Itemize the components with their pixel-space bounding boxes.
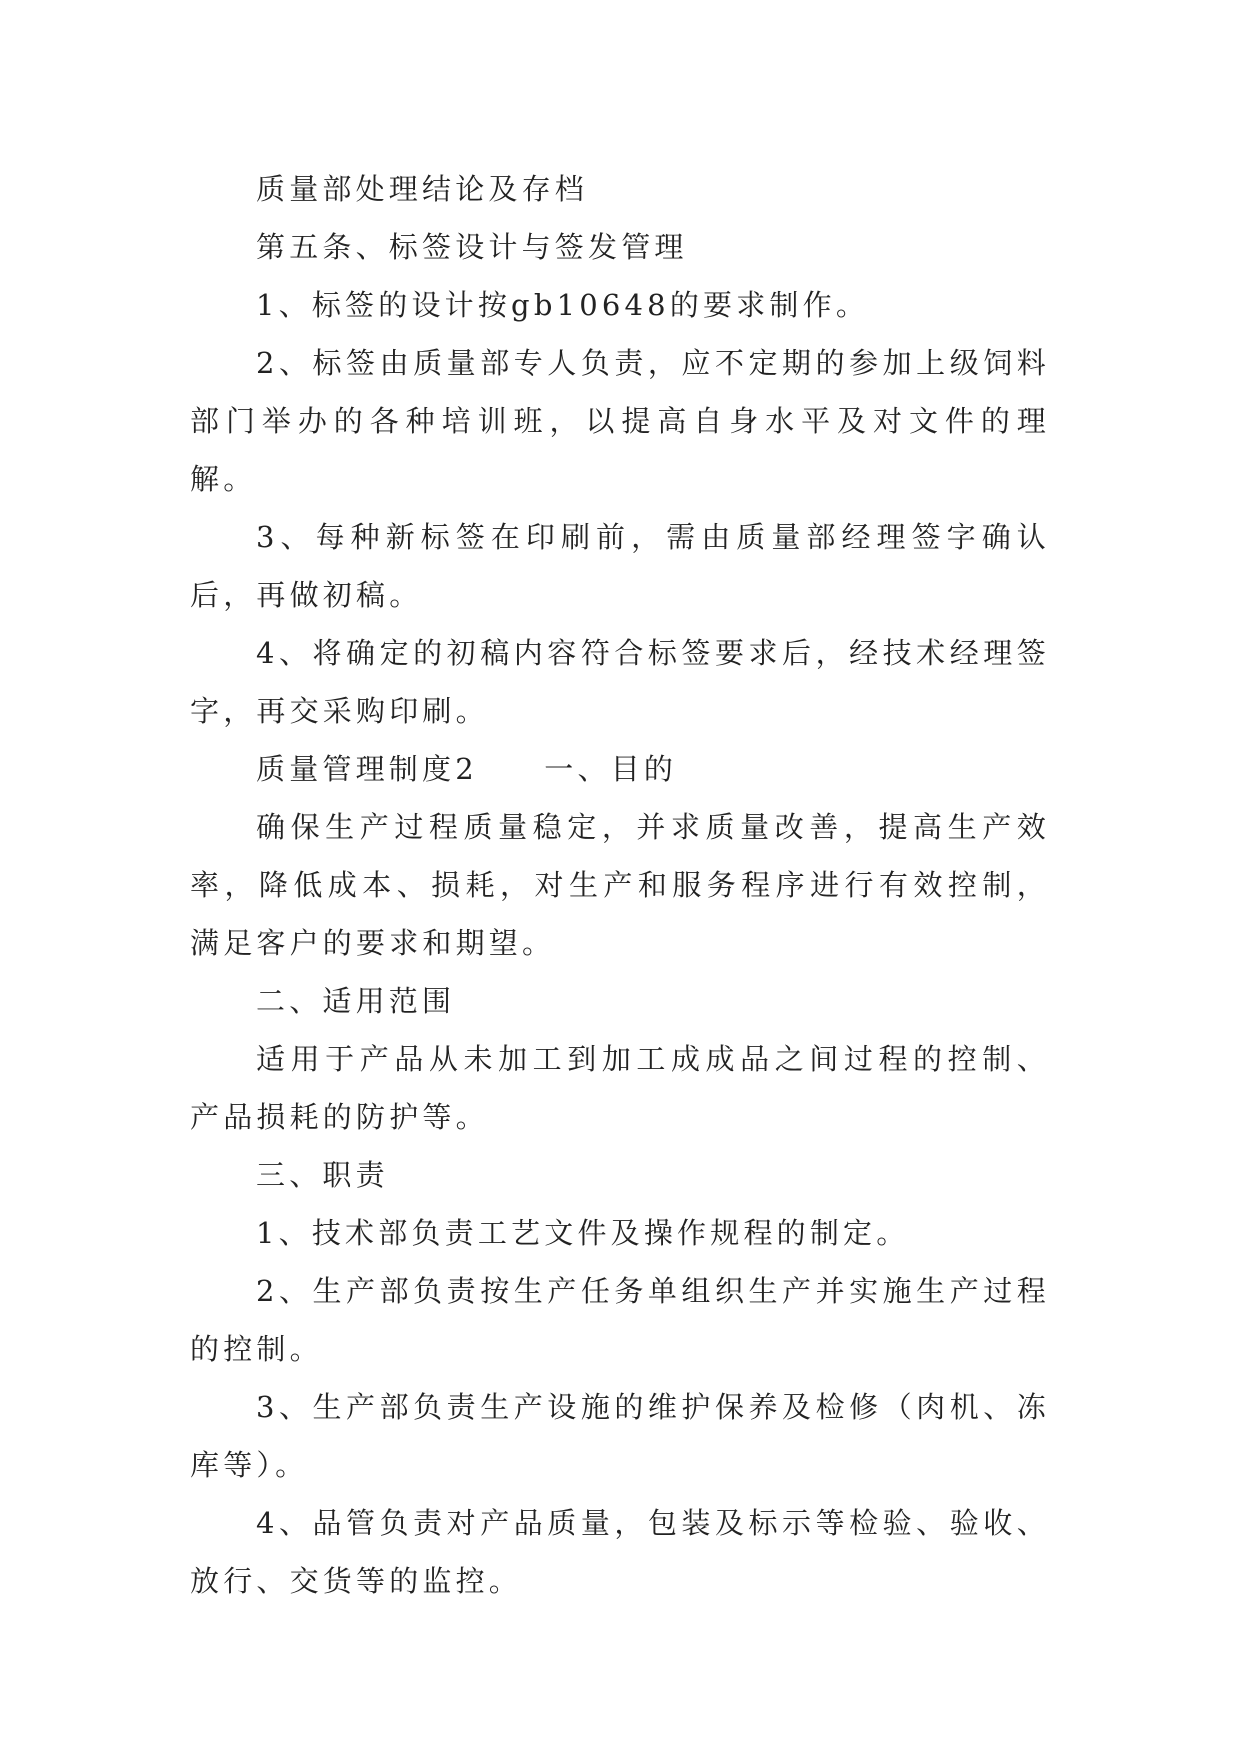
paragraph-article-five-heading: 第五条、标签设计与签发管理 xyxy=(256,230,688,264)
paragraph-draft-approval: 4、将确定的初稿内容符合标签要求后，经技术经理签字，再交采购印刷。 xyxy=(190,636,1050,728)
paragraph-label-sign-off: 3、每种新标签在印刷前，需由质量部经理签字确认后，再做初稿。 xyxy=(190,520,1050,612)
paragraph-scope-heading: 二、适用范围 xyxy=(256,984,456,1018)
paragraph-system-2-purpose-heading: 质量管理制度2 一、目的 xyxy=(256,752,678,786)
paragraph-label-design-standard: 1、标签的设计按gb10648的要求制作。 xyxy=(256,288,870,322)
paragraph-purpose-text: 确保生产过程质量稳定，并求质量改善，提高生产效率，降低成本、损耗，对生产和服务程序进行有效控制，满足客户的要求和期望。 xyxy=(190,810,1050,960)
paragraph-duties-heading: 三、职责 xyxy=(256,1158,389,1192)
paragraph-scope-text: 适用于产品从未加工到加工成成品之间过程的控制、产品损耗的防护等。 xyxy=(190,1042,1050,1134)
paragraph-duty-maintenance: 3、生产部负责生产设施的维护保养及检修（肉机、冻库等）。 xyxy=(190,1390,1050,1482)
paragraph-duty-production: 2、生产部负责按生产任务单组织生产并实施生产过程的控制。 xyxy=(190,1274,1050,1366)
paragraph-label-responsibility: 2、标签由质量部专人负责，应不定期的参加上级饲料部门举办的各种培训班，以提高自身水平及对文件的理解。 xyxy=(190,346,1050,496)
paragraph-duty-quality-control: 4、品管负责对产品质量，包装及标示等检验、验收、放行、交货等的监控。 xyxy=(190,1506,1050,1598)
paragraph-duty-technical: 1、技术部负责工艺文件及操作规程的制定。 xyxy=(256,1216,910,1250)
paragraph-quality-dept-conclusion: 质量部处理结论及存档 xyxy=(256,172,589,206)
document-page xyxy=(190,160,1050,1610)
